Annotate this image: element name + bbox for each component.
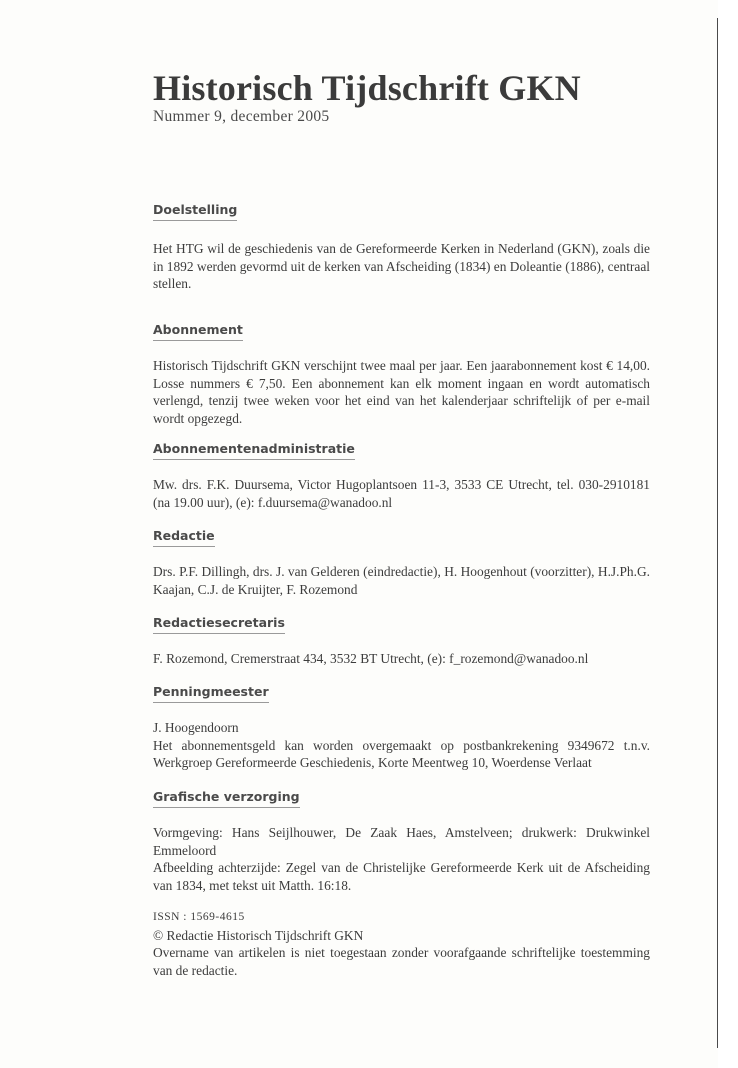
section-grafische-verzorging	[153, 788, 650, 894]
section-doelstelling	[153, 201, 650, 293]
section-heading: Abonnementenadministratie	[153, 441, 355, 460]
section-penningmeester	[153, 683, 650, 772]
illustration-credit: Afbeelding achterzijde: Zegel van de Christelijke Gereformeerde Kerk uit de Afscheiding van 1834, met tekst uit Matth. 16:18.	[153, 860, 650, 893]
section-body: Het HTG wil de geschiedenis van de Gereformeerde Kerken in Nederland (GKN), zoals die in 1892 werden gevormd uit de kerken van Afscheiding (1834) en Doleantie (1886), centraal stellen.	[153, 241, 650, 291]
page-title: Historisch Tijdschrift GKN	[153, 68, 581, 108]
page-margin	[718, 0, 738, 1068]
section-redactiesecretaris	[153, 614, 650, 668]
payment-info: Het abonnementsgeld kan worden overgemaakt op postbankrekening 9349672 t.n.v. Werkgroep Gereformeerde Geschiedenis, Korte Meentweg 10, Woerdense Verlaat	[153, 737, 650, 770]
document-body	[153, 68, 650, 978]
section-body	[153, 719, 650, 772]
colophon	[153, 909, 650, 979]
section-heading: Doelstelling	[153, 202, 237, 221]
section-body: Drs. P.F. Dillingh, drs. J. van Gelderen (eindredactie), H. Hoogenhout (voorzitter), H.J.Ph.G. Kaajan, C.J. de Kruijter, F. Rozemond	[153, 564, 650, 597]
section-heading: Abonnement	[153, 322, 243, 341]
treasurer-name: J. Hoogendoorn	[153, 720, 239, 735]
section-heading: Redactie	[153, 528, 215, 547]
section-heading: Grafische verzorging	[153, 789, 300, 808]
section-body	[153, 824, 650, 894]
section-body: Historisch Tijdschrift GKN verschijnt twee maal per jaar. Een jaarabonnement kost € 14,00. Losse nummers € 7,50. Een abonnement kan elk moment ingaan en wordt automatisch verlengd, tenzij twee weken voor het eind van het kalenderjaar schriftelijk of per e-mail wordt opgezegd.	[153, 358, 650, 426]
copyright: © Redactie Historisch Tijdschrift GKN	[153, 927, 364, 943]
reproduction-notice: Overname van artikelen is niet toegestaan zonder voorafgaande schriftelijke toestemming van de redactie.	[153, 945, 650, 978]
section-abonnementenadministratie	[153, 440, 650, 511]
section-redactie	[153, 527, 650, 598]
issn: ISSN : 1569-4615	[153, 911, 245, 923]
colophon-text	[153, 909, 650, 979]
section-heading: Redactiesecretaris	[153, 615, 285, 634]
design-credits: Vormgeving: Hans Seijlhouwer, De Zaak Haes, Amstelveen; drukwerk: Drukwinkel Emmeloord	[153, 825, 650, 858]
section-abonnement	[153, 321, 650, 427]
issue-subtitle: Nummer 9, december 2005	[153, 108, 330, 125]
page-edge-line	[717, 18, 718, 1048]
section-heading: Penningmeester	[153, 684, 269, 703]
section-body: F. Rozemond, Cremerstraat 434, 3532 BT Utrecht, (e): f_rozemond@wanadoo.nl	[153, 651, 589, 666]
section-body: Mw. drs. F.K. Duursema, Victor Hugoplantsoen 11-3, 3533 CE Utrecht, tel. 030-2910181 (na 19.00 uur), (e): f.duursema@wanadoo.nl	[153, 477, 650, 510]
